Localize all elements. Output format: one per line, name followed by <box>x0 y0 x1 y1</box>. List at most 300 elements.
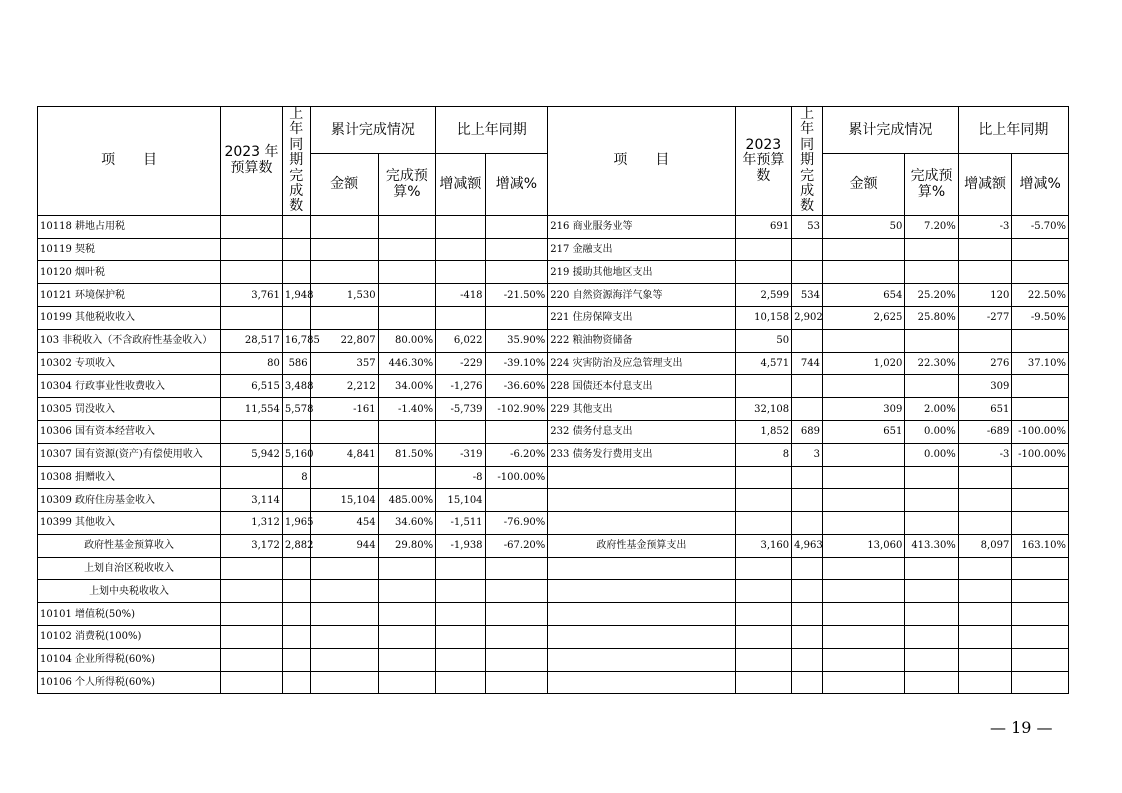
table-cell <box>436 671 485 694</box>
header-budget-left: 2023 年预算数 <box>221 107 283 216</box>
table-cell: -277 <box>958 306 1012 329</box>
expense-item-label <box>548 603 735 626</box>
table-cell: 53 <box>792 215 823 238</box>
table-cell: 35.90% <box>485 329 548 352</box>
table-cell: 944 <box>310 534 378 557</box>
table-cell <box>310 580 378 603</box>
income-item-label: 10120 烟叶税 <box>38 261 221 284</box>
table-cell <box>378 215 436 238</box>
table-cell <box>905 580 959 603</box>
table-cell <box>436 306 485 329</box>
table-cell <box>905 489 959 512</box>
table-row <box>38 603 1069 626</box>
table-cell <box>792 375 823 398</box>
table-cell <box>310 466 378 489</box>
table-cell <box>792 626 823 649</box>
table-cell <box>823 375 905 398</box>
table-cell: -8 <box>436 466 485 489</box>
table-cell <box>378 580 436 603</box>
table-cell <box>378 603 436 626</box>
table-cell: 120 <box>958 284 1012 307</box>
income-item-label: 10121 环境保护税 <box>38 284 221 307</box>
table-cell: 8 <box>282 466 310 489</box>
table-cell <box>282 420 310 443</box>
table-cell <box>735 626 792 649</box>
table-cell <box>282 580 310 603</box>
table-cell: 3,761 <box>221 284 283 307</box>
header-change-amt-right: 增减额 <box>958 154 1012 215</box>
table-row <box>38 626 1069 649</box>
table-cell: 2,902 <box>792 306 823 329</box>
table-cell: -6.20% <box>485 443 548 466</box>
table-cell: -100.00% <box>1012 443 1069 466</box>
table-cell: 50 <box>823 215 905 238</box>
expense-item-label: 217 金融支出 <box>548 238 735 261</box>
header-row-1 <box>38 107 1069 154</box>
table-cell: 80.00% <box>378 329 436 352</box>
table-cell: -67.20% <box>485 534 548 557</box>
table-cell <box>958 603 1012 626</box>
table-cell: 29.80% <box>378 534 436 557</box>
table-cell <box>310 557 378 580</box>
table-cell <box>310 306 378 329</box>
table-row <box>38 352 1069 375</box>
table-cell <box>823 466 905 489</box>
table-cell: 28,517 <box>221 329 283 352</box>
income-item-label: 10304 行政事业性收费收入 <box>38 375 221 398</box>
table-cell: -3 <box>958 443 1012 466</box>
table-cell: 3,160 <box>735 534 792 557</box>
table-cell <box>1012 398 1069 421</box>
table-cell: 80 <box>221 352 283 375</box>
table-cell <box>792 557 823 580</box>
table-cell <box>1012 512 1069 535</box>
header-cumulative-left: 累计完成情况 <box>310 107 436 154</box>
table-cell <box>378 466 436 489</box>
table-cell <box>485 557 548 580</box>
table-cell <box>282 261 310 284</box>
table-row <box>38 489 1069 512</box>
table-cell: 0.00% <box>905 443 959 466</box>
table-cell <box>905 375 959 398</box>
table-cell <box>823 626 905 649</box>
table-cell <box>823 512 905 535</box>
table-cell: 744 <box>792 352 823 375</box>
table-cell: 1,530 <box>310 284 378 307</box>
table-cell: -5,739 <box>436 398 485 421</box>
table-cell <box>282 306 310 329</box>
table-cell <box>792 489 823 512</box>
table-cell <box>310 603 378 626</box>
table-cell <box>378 557 436 580</box>
table-cell: 0.00% <box>905 420 959 443</box>
table-cell: 651 <box>823 420 905 443</box>
table-cell: 454 <box>310 512 378 535</box>
page-number: — 19 — <box>990 718 1053 737</box>
table-row <box>38 580 1069 603</box>
budget-table <box>37 106 1069 694</box>
table-cell <box>792 329 823 352</box>
table-cell: 25.80% <box>905 306 959 329</box>
table-row <box>38 261 1069 284</box>
table-cell <box>735 238 792 261</box>
table-cell <box>436 580 485 603</box>
table-cell: 446.30% <box>378 352 436 375</box>
table-cell: 357 <box>310 352 378 375</box>
table-cell: 6,022 <box>436 329 485 352</box>
table-cell: -100.00% <box>1012 420 1069 443</box>
expense-item-label: 228 国债还本付息支出 <box>548 375 735 398</box>
header-prev-left: 上年同期完成数 <box>282 107 310 216</box>
table-cell <box>282 671 310 694</box>
table-cell <box>735 375 792 398</box>
income-item-label: 10199 其他税收收入 <box>38 306 221 329</box>
table-cell <box>282 626 310 649</box>
header-item-left: 项 目 <box>38 107 221 216</box>
table-cell: 534 <box>792 284 823 307</box>
table-cell <box>378 284 436 307</box>
table-cell <box>221 238 283 261</box>
table-cell <box>792 603 823 626</box>
table-cell <box>310 626 378 649</box>
table-body <box>38 215 1069 694</box>
table-cell <box>792 466 823 489</box>
table-cell: 691 <box>735 215 792 238</box>
header-cumulative-right: 累计完成情况 <box>823 107 959 154</box>
table-cell: 11,554 <box>221 398 283 421</box>
table-cell <box>823 580 905 603</box>
table-cell <box>735 466 792 489</box>
table-cell: 8,097 <box>958 534 1012 557</box>
table-cell <box>436 238 485 261</box>
table-cell <box>378 420 436 443</box>
table-cell <box>735 648 792 671</box>
table-cell <box>282 603 310 626</box>
table-cell <box>485 238 548 261</box>
table-cell <box>735 489 792 512</box>
table-cell <box>958 580 1012 603</box>
table-cell <box>221 557 283 580</box>
table-cell: 1,948 <box>282 284 310 307</box>
table-cell <box>282 238 310 261</box>
table-cell <box>1012 557 1069 580</box>
table-cell: 3,114 <box>221 489 283 512</box>
table-cell <box>485 261 548 284</box>
table-cell <box>221 306 283 329</box>
table-cell <box>905 238 959 261</box>
table-cell <box>735 603 792 626</box>
table-cell <box>282 557 310 580</box>
table-cell <box>485 671 548 694</box>
income-item-label: 10118 耕地占用税 <box>38 215 221 238</box>
table-cell <box>485 626 548 649</box>
table-cell <box>1012 466 1069 489</box>
table-cell: 2,599 <box>735 284 792 307</box>
income-item-label: 10307 国有资源(资产)有偿使用收入 <box>38 443 221 466</box>
table-cell <box>1012 580 1069 603</box>
table-cell <box>823 603 905 626</box>
table-cell: -102.90% <box>485 398 548 421</box>
table-cell: 50 <box>735 329 792 352</box>
table-cell <box>436 626 485 649</box>
table-cell <box>378 238 436 261</box>
table-cell <box>823 443 905 466</box>
table-row <box>38 671 1069 694</box>
expense-item-label: 224 灾害防治及应急管理支出 <box>548 352 735 375</box>
table-cell <box>282 648 310 671</box>
table-cell: 651 <box>958 398 1012 421</box>
expense-item-label <box>548 626 735 649</box>
table-cell <box>378 671 436 694</box>
table-cell: -418 <box>436 284 485 307</box>
table-cell: 16,785 <box>282 329 310 352</box>
table-cell: 22.50% <box>1012 284 1069 307</box>
table-cell <box>958 238 1012 261</box>
income-item-label: 政府性基金预算收入 <box>38 534 221 557</box>
income-item-label: 10308 捐赠收入 <box>38 466 221 489</box>
table-cell <box>436 557 485 580</box>
table-cell <box>735 671 792 694</box>
table-cell <box>221 603 283 626</box>
table-cell: -1,511 <box>436 512 485 535</box>
table-cell <box>958 466 1012 489</box>
table-cell: 5,942 <box>221 443 283 466</box>
table-cell <box>905 603 959 626</box>
table-cell: 3 <box>792 443 823 466</box>
table-cell: 309 <box>958 375 1012 398</box>
table-cell <box>1012 648 1069 671</box>
table-cell: 2,212 <box>310 375 378 398</box>
table-cell <box>1012 671 1069 694</box>
table-cell: 22.30% <box>905 352 959 375</box>
header-change-pct-left: 增减% <box>485 154 548 215</box>
header-pct-budget-left: 完成预算% <box>378 154 436 215</box>
table-row <box>38 329 1069 352</box>
table-cell: 4,841 <box>310 443 378 466</box>
table-cell <box>221 648 283 671</box>
header-yoy-left: 比上年同期 <box>436 107 548 154</box>
table-cell: 2.00% <box>905 398 959 421</box>
table-row <box>38 420 1069 443</box>
table-cell <box>310 671 378 694</box>
table-row <box>38 284 1069 307</box>
expense-item-label: 221 住房保障支出 <box>548 306 735 329</box>
table-cell: 309 <box>823 398 905 421</box>
table-cell: 15,104 <box>310 489 378 512</box>
table-cell <box>1012 329 1069 352</box>
table-cell <box>378 261 436 284</box>
table-cell <box>282 215 310 238</box>
expense-item-label: 220 自然资源海洋气象等 <box>548 284 735 307</box>
income-item-label: 10101 增值税(50%) <box>38 603 221 626</box>
table-cell <box>792 512 823 535</box>
table-cell: 5,578 <box>282 398 310 421</box>
table-cell: 81.50% <box>378 443 436 466</box>
table-cell <box>310 215 378 238</box>
income-item-label: 上划中央税收收入 <box>38 580 221 603</box>
table-cell <box>735 512 792 535</box>
table-cell <box>485 215 548 238</box>
table-cell: -36.60% <box>485 375 548 398</box>
table-cell: 413.30% <box>905 534 959 557</box>
expense-item-label <box>548 512 735 535</box>
table-cell <box>221 626 283 649</box>
table-cell <box>792 671 823 694</box>
table-cell <box>823 489 905 512</box>
header-prev-right: 上年同期完成数 <box>792 107 823 216</box>
table-cell: 1,312 <box>221 512 283 535</box>
table-cell <box>485 420 548 443</box>
table-cell: 654 <box>823 284 905 307</box>
table-cell <box>485 603 548 626</box>
table-cell <box>221 261 283 284</box>
table-cell <box>792 580 823 603</box>
table-cell <box>1012 261 1069 284</box>
table-cell <box>958 329 1012 352</box>
table-cell: -1,938 <box>436 534 485 557</box>
expense-item-label: 219 援助其他地区支出 <box>548 261 735 284</box>
header-budget-right: 2023 年预算数 <box>735 107 792 216</box>
table-cell <box>958 648 1012 671</box>
table-cell <box>735 580 792 603</box>
table-cell: 5,160 <box>282 443 310 466</box>
expense-item-label <box>548 580 735 603</box>
income-item-label: 10119 契税 <box>38 238 221 261</box>
table-cell <box>823 648 905 671</box>
table-cell: 2,882 <box>282 534 310 557</box>
table-row <box>38 534 1069 557</box>
expense-item-label <box>548 466 735 489</box>
table-cell <box>905 671 959 694</box>
table-cell: 3,172 <box>221 534 283 557</box>
table-cell: 276 <box>958 352 1012 375</box>
table-cell <box>436 648 485 671</box>
table-cell <box>958 626 1012 649</box>
table-cell <box>958 557 1012 580</box>
header-change-amt-left: 增减额 <box>436 154 485 215</box>
table-cell <box>735 261 792 284</box>
table-row <box>38 443 1069 466</box>
expense-item-label: 229 其他支出 <box>548 398 735 421</box>
table-cell: 34.60% <box>378 512 436 535</box>
table-cell: -1.40% <box>378 398 436 421</box>
table-cell: 485.00% <box>378 489 436 512</box>
table-cell <box>221 215 283 238</box>
table-cell <box>1012 603 1069 626</box>
table-cell: 32,108 <box>735 398 792 421</box>
table-cell <box>485 648 548 671</box>
income-item-label: 10305 罚没收入 <box>38 398 221 421</box>
table-cell <box>792 261 823 284</box>
table-cell <box>905 626 959 649</box>
income-item-label: 103 非税收入（不含政府性基金收入） <box>38 329 221 352</box>
income-item-label: 10302 专项收入 <box>38 352 221 375</box>
table-cell: 689 <box>792 420 823 443</box>
table-cell <box>958 261 1012 284</box>
table-row <box>38 648 1069 671</box>
expense-item-label: 216 商业服务业等 <box>548 215 735 238</box>
table-cell <box>792 238 823 261</box>
header-item-right: 项 目 <box>548 107 735 216</box>
table-cell <box>1012 375 1069 398</box>
table-cell <box>282 489 310 512</box>
header-amount-left: 金额 <box>310 154 378 215</box>
table-cell <box>1012 238 1069 261</box>
income-item-label: 10309 政府住房基金收入 <box>38 489 221 512</box>
table-cell: 25.20% <box>905 284 959 307</box>
table-cell: 1,020 <box>823 352 905 375</box>
table-cell <box>436 215 485 238</box>
table-cell <box>905 648 959 671</box>
table-cell: 163.10% <box>1012 534 1069 557</box>
table-cell <box>792 398 823 421</box>
expense-item-label <box>548 489 735 512</box>
table-cell <box>485 489 548 512</box>
table-cell <box>958 671 1012 694</box>
table-cell <box>1012 489 1069 512</box>
table-cell <box>905 557 959 580</box>
table-cell: 10,158 <box>735 306 792 329</box>
expense-item-label: 232 债务付息支出 <box>548 420 735 443</box>
table-cell <box>310 420 378 443</box>
table-cell <box>485 580 548 603</box>
table-cell: -1,276 <box>436 375 485 398</box>
table-cell: -161 <box>310 398 378 421</box>
expense-item-label: 233 债务发行费用支出 <box>548 443 735 466</box>
table-row <box>38 466 1069 489</box>
table-cell: 586 <box>282 352 310 375</box>
table-cell: 7.20% <box>905 215 959 238</box>
table-cell <box>378 648 436 671</box>
table-cell <box>792 648 823 671</box>
table-cell <box>823 557 905 580</box>
table-cell <box>221 466 283 489</box>
expense-item-label: 政府性基金预算支出 <box>548 534 735 557</box>
expense-item-label <box>548 671 735 694</box>
expense-item-label <box>548 648 735 671</box>
income-item-label: 10399 其他收入 <box>38 512 221 535</box>
table-cell <box>378 306 436 329</box>
table-row <box>38 512 1069 535</box>
table-cell: 15,104 <box>436 489 485 512</box>
table-row <box>38 306 1069 329</box>
table-cell <box>905 329 959 352</box>
table-cell <box>735 557 792 580</box>
table-cell: 1,852 <box>735 420 792 443</box>
table-row <box>38 375 1069 398</box>
table-cell: -689 <box>958 420 1012 443</box>
table-cell: 8 <box>735 443 792 466</box>
table-cell: 3,488 <box>282 375 310 398</box>
table-row <box>38 557 1069 580</box>
table-cell <box>958 512 1012 535</box>
income-item-label: 10106 个人所得税(60%) <box>38 671 221 694</box>
table-cell: -229 <box>436 352 485 375</box>
table-cell: 6,515 <box>221 375 283 398</box>
income-item-label: 10102 消费税(100%) <box>38 626 221 649</box>
table-row <box>38 398 1069 421</box>
table-cell: 4,571 <box>735 352 792 375</box>
table-cell <box>823 329 905 352</box>
income-item-label: 上划自治区税收收入 <box>38 557 221 580</box>
table-cell <box>823 671 905 694</box>
table-cell <box>905 512 959 535</box>
table-cell <box>310 238 378 261</box>
table-cell <box>436 261 485 284</box>
income-item-label: 10104 企业所得税(60%) <box>38 648 221 671</box>
table-cell: 2,625 <box>823 306 905 329</box>
table-cell <box>310 648 378 671</box>
